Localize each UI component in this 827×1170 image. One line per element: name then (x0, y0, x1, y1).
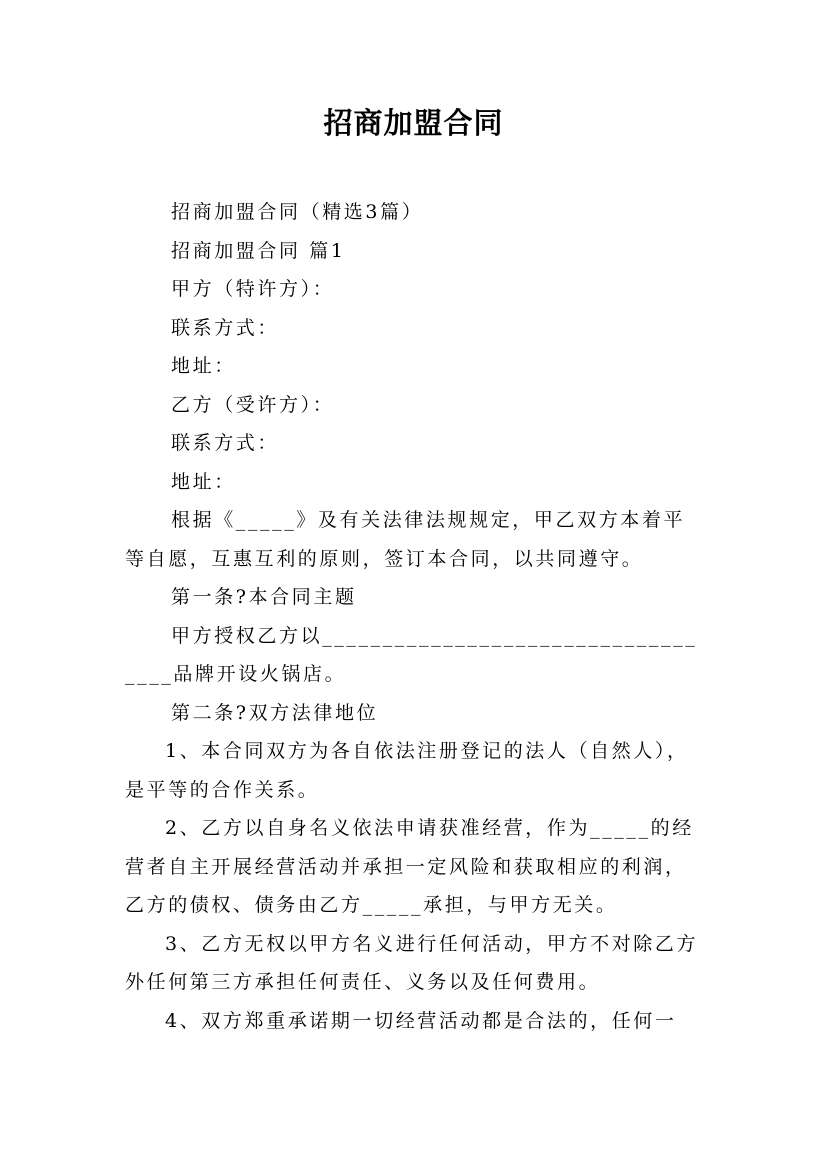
article-1-text: 甲方授权乙方以___________________________________品牌开设火锅店。 (125, 624, 698, 685)
party-a-address: 地址： (171, 355, 236, 377)
party-b-label: 乙方（受许方）： (171, 393, 335, 416)
document-body (125, 193, 705, 1040)
article-2-clause-1: 1、本合同双方为各自依法注册登记的法人（自然人），是平等的合作关系。 (125, 740, 689, 801)
article-2-clause-3: 3、乙方无权以甲方名义进行任何活动，甲方不对除乙方外任何第三方承担任何责任、义务以及任何费用。 (125, 932, 699, 993)
article-2-clause-2: 2、乙方以自身名义依法申请获准经营，作为_____的经营者自主开展经营活动并承担一定风险和获取相应的利润，乙方的债权、债务由乙方_____承担，与甲方无关。 (125, 817, 694, 916)
party-a-label: 甲方（特许方）： (171, 278, 335, 300)
party-a-contact: 联系方式： (171, 316, 280, 339)
article-2-heading: 第二条?双方法律地位 (171, 701, 379, 724)
document-title: 招商加盟合同 (323, 106, 504, 140)
article-1-heading: 第一条?本合同主题 (171, 586, 357, 608)
party-b-address: 地址： (171, 470, 236, 493)
preamble-paragraph: 根据《_____》及有关法律法规规定，甲乙双方本着平等自愿，互惠互利的原则，签订本合同，以共同遵守。 (125, 509, 686, 570)
subtitle-paragraph: 招商加盟合同（精选3篇） (171, 201, 424, 223)
article-2-clause-4: 4、双方郑重承诺期一切经营活动都是合法的，任何一 (165, 1009, 677, 1032)
party-b-contact: 联系方式： (171, 432, 280, 454)
section-heading: 招商加盟合同 篇1 (171, 239, 346, 262)
